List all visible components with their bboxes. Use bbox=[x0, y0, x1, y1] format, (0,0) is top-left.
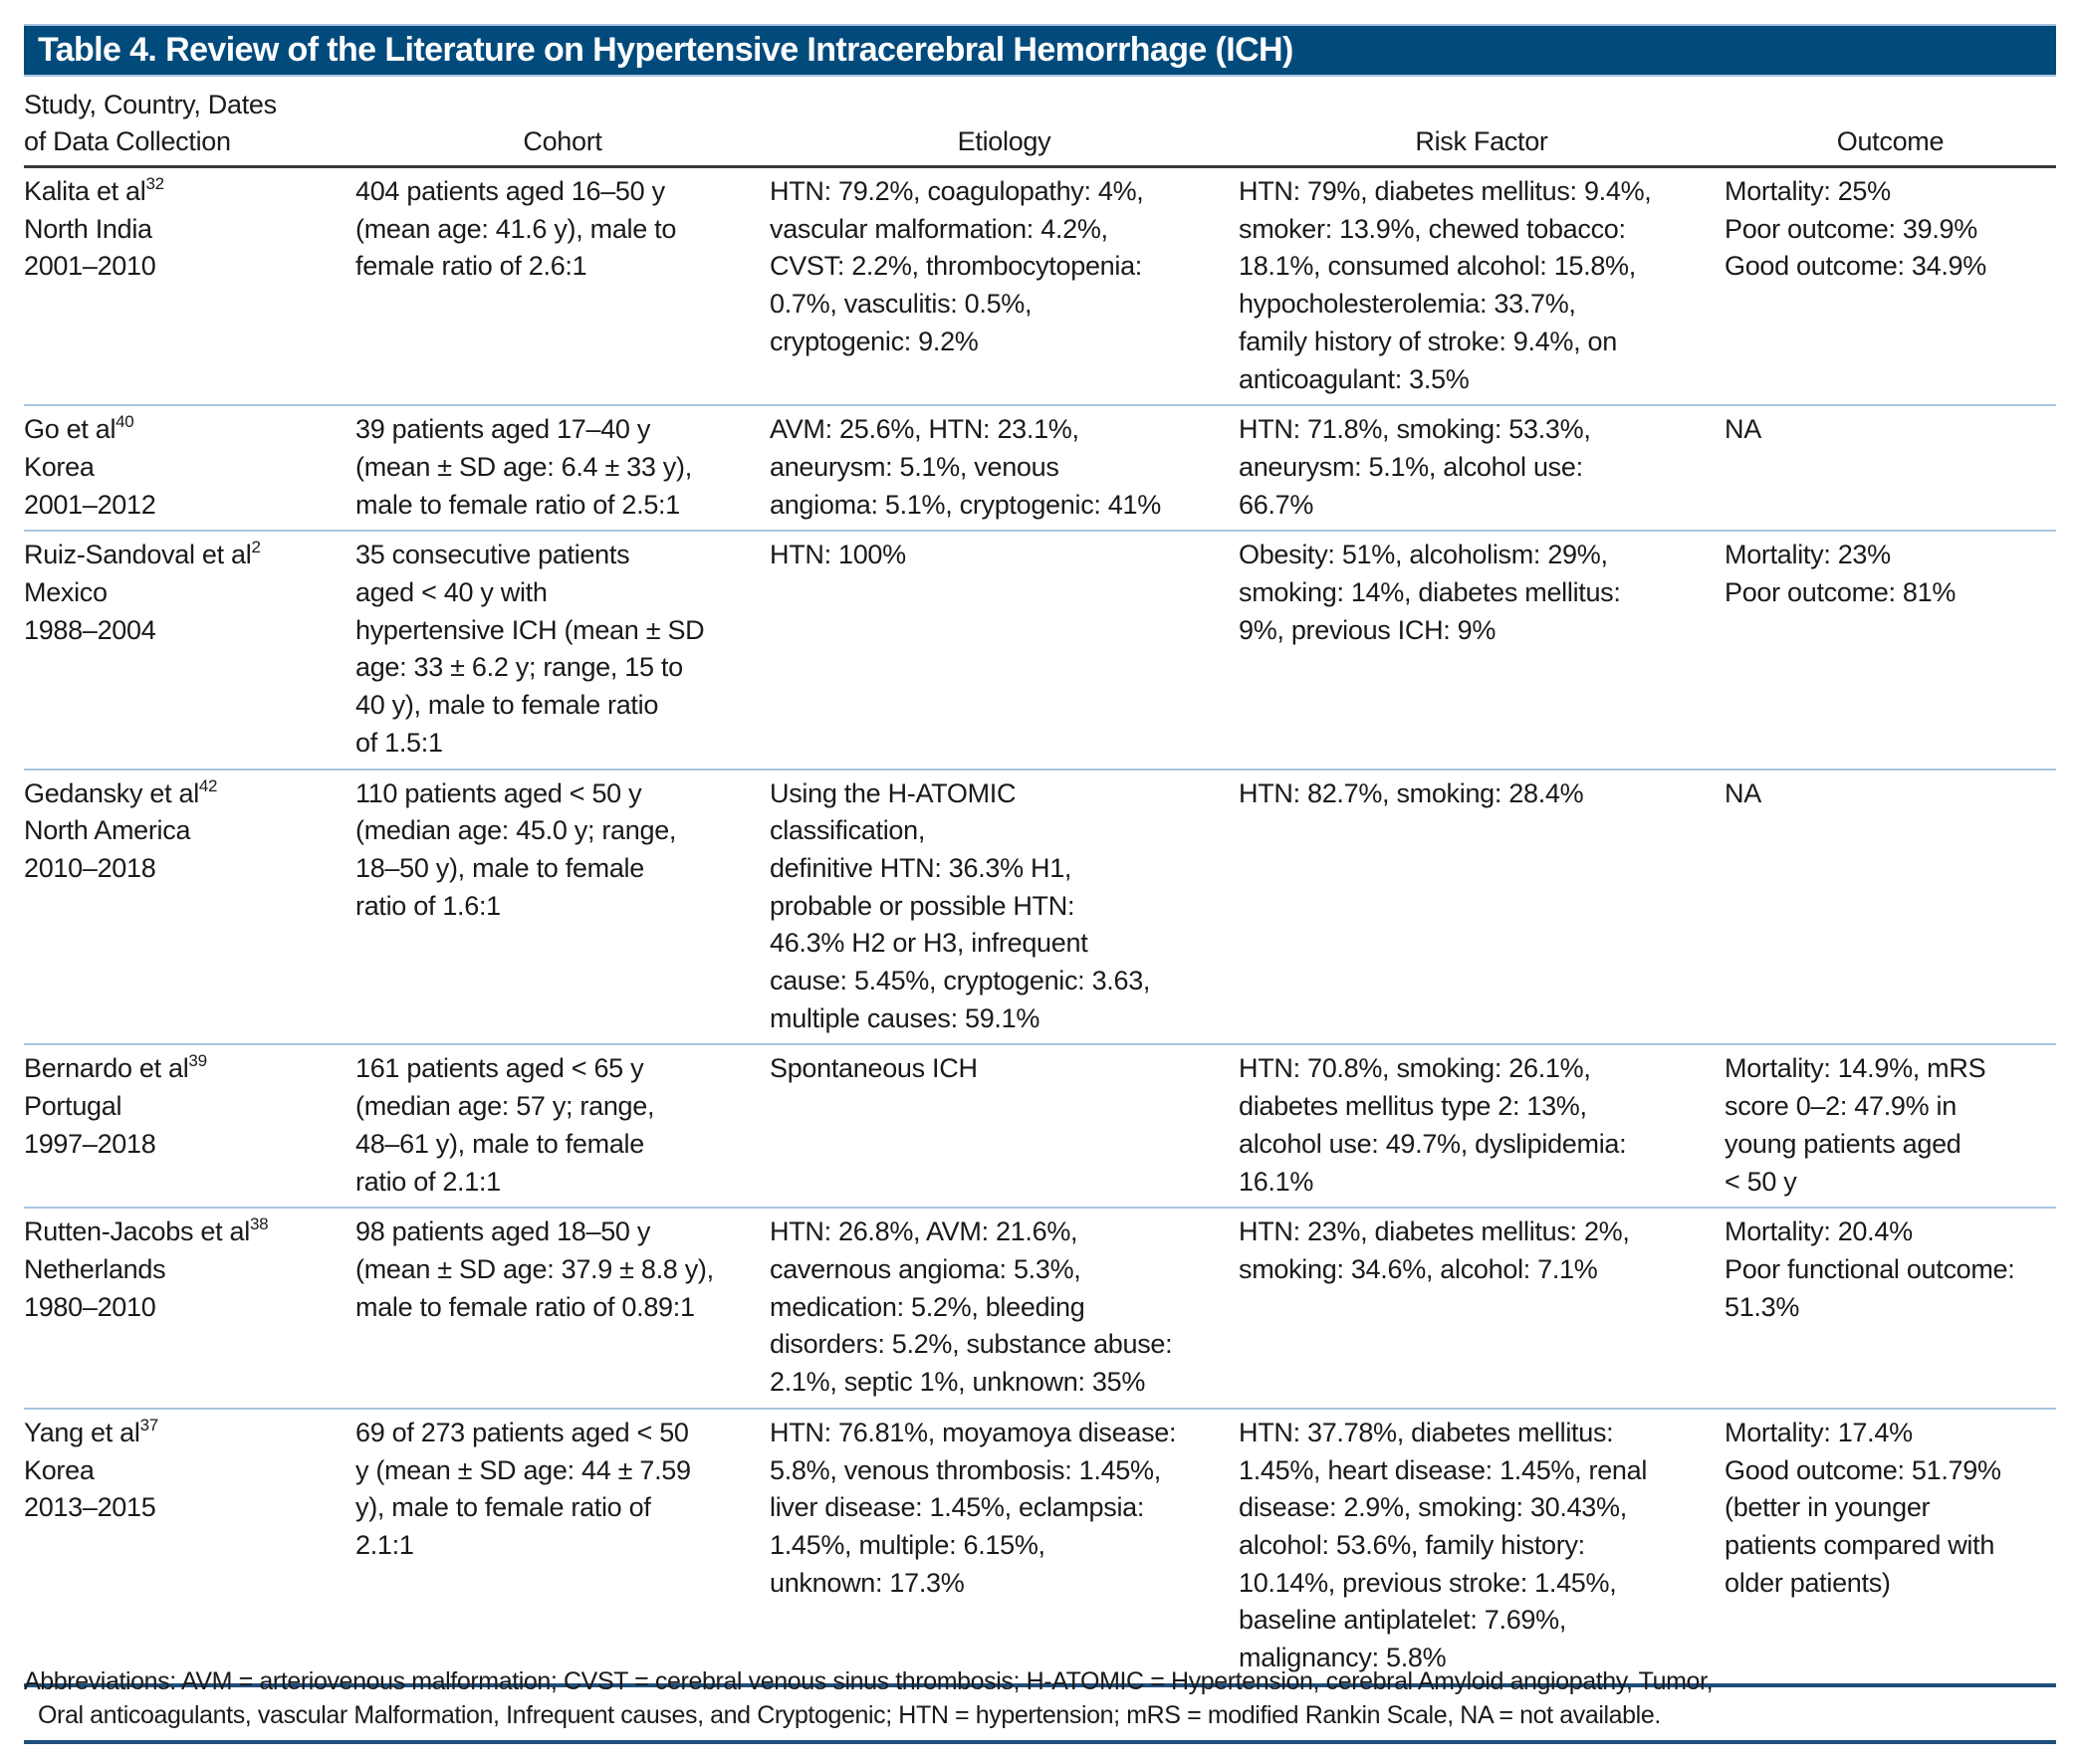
cell-line: ratio of 1.6:1 bbox=[355, 890, 501, 921]
etiology-cell bbox=[770, 1045, 1239, 1207]
cell-line: age: 33 ± 6.2 y; range, 15 to bbox=[355, 652, 683, 683]
table-row bbox=[24, 1045, 2056, 1209]
cohort-cell bbox=[355, 532, 770, 768]
study-name bbox=[24, 1213, 355, 1251]
cell-line: 16.1% bbox=[1239, 1166, 1314, 1197]
cell-line: 1.45%, multiple: 6.15%, bbox=[770, 1529, 1045, 1560]
study-cell bbox=[24, 532, 355, 768]
study-country: Portugal bbox=[24, 1091, 122, 1122]
cohort-cell bbox=[355, 168, 770, 404]
study-name bbox=[24, 411, 355, 449]
risk-factor-cell bbox=[1239, 771, 1725, 1044]
cell-line: HTN: 79%, diabetes mellitus: 9.4%, bbox=[1239, 176, 1652, 206]
cell-line: young patients aged bbox=[1725, 1128, 1961, 1159]
outcome-cell bbox=[1725, 1209, 2056, 1408]
table-row bbox=[24, 1209, 2056, 1410]
study-cell bbox=[24, 406, 355, 530]
study-author: Rutten-Jacobs et al bbox=[24, 1216, 250, 1247]
header-cohort: Cohort bbox=[523, 126, 602, 157]
cell-line: classification, bbox=[770, 815, 926, 846]
cohort-cell bbox=[355, 1045, 770, 1207]
cell-line: HTN: 70.8%, smoking: 26.1%, bbox=[1239, 1053, 1591, 1084]
cell-line: cavernous angioma: 5.3%, bbox=[770, 1253, 1081, 1284]
cell-line: disorders: 5.2%, substance abuse: bbox=[770, 1329, 1173, 1360]
table-body bbox=[24, 168, 2056, 1687]
reference-number: 38 bbox=[249, 1214, 269, 1234]
cell-line: alcohol: 53.6%, family history: bbox=[1239, 1529, 1585, 1560]
cell-line: 110 patients aged < 50 y bbox=[355, 777, 642, 808]
cell-line: unknown: 17.3% bbox=[770, 1567, 965, 1598]
study-cell bbox=[24, 1209, 355, 1408]
cell-line: cryptogenic: 9.2% bbox=[770, 326, 979, 356]
cell-line: medication: 5.2%, bleeding bbox=[770, 1291, 1085, 1322]
cell-line: NA bbox=[1725, 414, 1761, 445]
study-dates: 1997–2018 bbox=[24, 1128, 156, 1159]
study-dates: 2013–2015 bbox=[24, 1492, 156, 1523]
cell-line: 46.3% H2 or H3, infrequent bbox=[770, 928, 1088, 959]
cell-line: diabetes mellitus type 2: 13%, bbox=[1239, 1091, 1587, 1122]
cell-line: Good outcome: 34.9% bbox=[1725, 251, 1986, 282]
cell-line: (mean ± SD age: 6.4 ± 33 y), bbox=[355, 451, 692, 482]
study-country: Netherlands bbox=[24, 1253, 166, 1284]
cell-line: 18–50 y), male to female bbox=[355, 852, 644, 883]
outcome-cell bbox=[1725, 532, 2056, 768]
etiology-cell bbox=[770, 532, 1239, 768]
cell-line: anticoagulant: 3.5% bbox=[1239, 363, 1470, 394]
cell-line: 66.7% bbox=[1239, 489, 1314, 520]
header-etiology: Etiology bbox=[957, 126, 1051, 157]
study-author: Go et al bbox=[24, 414, 116, 445]
study-country: North India bbox=[24, 213, 152, 244]
cell-line: 404 patients aged 16–50 y bbox=[355, 176, 665, 206]
study-author: Ruiz-Sandoval et al bbox=[24, 540, 252, 570]
cell-line: probable or possible HTN: bbox=[770, 890, 1075, 921]
cell-line: 35 consecutive patients bbox=[355, 540, 630, 570]
footnote-line: Oral anticoagulants, vascular Malformation, Infrequent causes, and Cryptogenic; HTN = hypertension; mRS = modified Rankin Scale, NA = not available. bbox=[38, 1701, 1661, 1729]
abbreviations-footnote bbox=[24, 1655, 2056, 1744]
cell-line: hypertensive ICH (mean ± SD bbox=[355, 614, 705, 645]
cell-line: Poor outcome: 39.9% bbox=[1725, 213, 1977, 244]
cell-line: 39 patients aged 17–40 y bbox=[355, 414, 651, 445]
cell-line: female ratio of 2.6:1 bbox=[355, 251, 587, 282]
table-row bbox=[24, 406, 2056, 532]
cell-line: hypocholesterolemia: 33.7%, bbox=[1239, 289, 1576, 320]
cell-line: Using the H-ATOMIC bbox=[770, 777, 1017, 808]
study-author: Kalita et al bbox=[24, 176, 146, 206]
cell-line: Obesity: 51%, alcoholism: 29%, bbox=[1239, 540, 1608, 570]
study-dates: 2010–2018 bbox=[24, 852, 156, 883]
table-title: Table 4. Review of the Literature on Hypertensive Intracerebral Hemorrhage (ICH) bbox=[24, 24, 2056, 77]
cell-line: Mortality: 20.4% bbox=[1725, 1216, 1913, 1247]
outcome-cell bbox=[1725, 406, 2056, 530]
cell-line: HTN: 37.78%, diabetes mellitus: bbox=[1239, 1417, 1614, 1447]
reference-number: 42 bbox=[198, 775, 218, 795]
cell-line: angioma: 5.1%, cryptogenic: 41% bbox=[770, 489, 1161, 520]
study-country: North America bbox=[24, 815, 191, 846]
cell-line: 2.1%, septic 1%, unknown: 35% bbox=[770, 1367, 1146, 1398]
cell-line: aged < 40 y with bbox=[355, 577, 548, 608]
cell-line: 51.3% bbox=[1725, 1291, 1800, 1322]
table-row bbox=[24, 532, 2056, 770]
cell-line: 1.45%, heart disease: 1.45%, renal bbox=[1239, 1454, 1648, 1485]
header-study bbox=[24, 87, 355, 165]
table-header-row bbox=[24, 77, 2056, 168]
cell-line: male to female ratio of 2.5:1 bbox=[355, 489, 680, 520]
literature-table bbox=[24, 77, 2056, 1687]
cell-line: 69 of 273 patients aged < 50 bbox=[355, 1417, 689, 1447]
cell-line: NA bbox=[1725, 777, 1761, 808]
cell-line: < 50 y bbox=[1725, 1166, 1797, 1197]
risk-factor-cell bbox=[1239, 168, 1725, 404]
study-country: Mexico bbox=[24, 577, 108, 608]
cell-line: of 1.5:1 bbox=[355, 727, 443, 758]
cell-line: (mean age: 41.6 y), male to bbox=[355, 213, 677, 244]
cell-line: aneurysm: 5.1%, venous bbox=[770, 451, 1059, 482]
reference-number: 39 bbox=[188, 1051, 207, 1071]
cohort-cell bbox=[355, 771, 770, 1044]
cell-line: Mortality: 17.4% bbox=[1725, 1417, 1913, 1447]
cell-line: patients compared with bbox=[1725, 1529, 1995, 1560]
outcome-cell bbox=[1725, 771, 2056, 1044]
cell-line: male to female ratio of 0.89:1 bbox=[355, 1291, 695, 1322]
cohort-cell bbox=[355, 406, 770, 530]
cell-line: score 0–2: 47.9% in bbox=[1725, 1091, 1957, 1122]
etiology-cell bbox=[770, 1209, 1239, 1408]
study-name bbox=[24, 775, 355, 813]
table-row bbox=[24, 771, 2056, 1046]
etiology-cell bbox=[770, 771, 1239, 1044]
cell-line: 40 y), male to female ratio bbox=[355, 690, 659, 721]
cell-line: (median age: 57 y; range, bbox=[355, 1091, 655, 1122]
cell-line: ratio of 2.1:1 bbox=[355, 1166, 501, 1197]
cell-line: (median age: 45.0 y; range, bbox=[355, 815, 677, 846]
cell-line: y (mean ± SD age: 44 ± 7.59 bbox=[355, 1454, 691, 1485]
cell-line: 18.1%, consumed alcohol: 15.8%, bbox=[1239, 251, 1636, 282]
header-study-line: of Data Collection bbox=[24, 126, 231, 157]
reference-number: 32 bbox=[145, 174, 164, 193]
study-name bbox=[24, 537, 355, 574]
cell-line: 0.7%, vasculitis: 0.5%, bbox=[770, 289, 1033, 320]
header-study-line: Study, Country, Dates bbox=[24, 89, 277, 119]
study-cell bbox=[24, 771, 355, 1044]
cell-line: aneurysm: 5.1%, alcohol use: bbox=[1239, 451, 1583, 482]
cell-line: vascular malformation: 4.2%, bbox=[770, 213, 1108, 244]
footnote-line: Abbreviations: AVM = arteriovenous malformation; CVST = cerebral venous sinus thrombosis; H-ATOMIC = Hypertension, cerebral Amyloid angiopathy, Tumor, bbox=[24, 1667, 1714, 1695]
cell-line: smoking: 14%, diabetes mellitus: bbox=[1239, 577, 1621, 608]
outcome-cell bbox=[1725, 1410, 2056, 1683]
cell-line: alcohol use: 49.7%, dyslipidemia: bbox=[1239, 1128, 1627, 1159]
cell-line: smoking: 34.6%, alcohol: 7.1% bbox=[1239, 1253, 1598, 1284]
study-author: Yang et al bbox=[24, 1417, 140, 1447]
study-name bbox=[24, 1415, 355, 1452]
cell-line: malignancy: 5.8% bbox=[1239, 1643, 1447, 1673]
cohort-cell bbox=[355, 1209, 770, 1408]
cell-line: definitive HTN: 36.3% H1, bbox=[770, 852, 1072, 883]
cell-line: Poor outcome: 81% bbox=[1725, 577, 1957, 608]
study-cell bbox=[24, 1410, 355, 1683]
header-risk-factor: Risk Factor bbox=[1415, 126, 1548, 157]
cell-line: HTN: 71.8%, smoking: 53.3%, bbox=[1239, 414, 1591, 445]
cell-line: older patients) bbox=[1725, 1567, 1891, 1598]
reference-number: 2 bbox=[251, 538, 261, 557]
cell-line: 48–61 y), male to female bbox=[355, 1128, 644, 1159]
outcome-cell bbox=[1725, 168, 2056, 404]
study-dates: 1980–2010 bbox=[24, 1291, 156, 1322]
etiology-cell bbox=[770, 1410, 1239, 1683]
table-row bbox=[24, 168, 2056, 406]
cell-line: liver disease: 1.45%, eclampsia: bbox=[770, 1492, 1145, 1523]
cell-line: CVST: 2.2%, thrombocytopenia: bbox=[770, 251, 1142, 282]
study-dates: 2001–2010 bbox=[24, 251, 156, 282]
study-cell bbox=[24, 168, 355, 404]
risk-factor-cell bbox=[1239, 532, 1725, 768]
study-author: Bernardo et al bbox=[24, 1053, 189, 1084]
cell-line: HTN: 82.7%, smoking: 28.4% bbox=[1239, 777, 1584, 808]
reference-number: 37 bbox=[139, 1415, 158, 1434]
etiology-cell bbox=[770, 406, 1239, 530]
cell-line: Mortality: 25% bbox=[1725, 176, 1891, 206]
cell-line: Poor functional outcome: bbox=[1725, 1253, 2015, 1284]
table-row bbox=[24, 1410, 2056, 1687]
cell-line: HTN: 79.2%, coagulopathy: 4%, bbox=[770, 176, 1144, 206]
risk-factor-cell bbox=[1239, 1209, 1725, 1408]
study-cell bbox=[24, 1045, 355, 1207]
cell-line: (mean ± SD age: 37.9 ± 8.8 y), bbox=[355, 1253, 714, 1284]
study-dates: 1988–2004 bbox=[24, 614, 156, 645]
study-dates: 2001–2012 bbox=[24, 489, 156, 520]
cell-line: HTN: 23%, diabetes mellitus: 2%, bbox=[1239, 1216, 1630, 1247]
risk-factor-cell bbox=[1239, 1045, 1725, 1207]
cell-line: 2.1:1 bbox=[355, 1529, 414, 1560]
study-name bbox=[24, 173, 355, 211]
cell-line: (better in younger bbox=[1725, 1492, 1931, 1523]
risk-factor-cell bbox=[1239, 1410, 1725, 1683]
cell-line: 5.8%, venous thrombosis: 1.45%, bbox=[770, 1454, 1161, 1485]
cell-line: cause: 5.45%, cryptogenic: 3.63, bbox=[770, 966, 1151, 996]
cell-line: 9%, previous ICH: 9% bbox=[1239, 614, 1497, 645]
study-country: Korea bbox=[24, 451, 95, 482]
cell-line: 10.14%, previous stroke: 1.45%, bbox=[1239, 1567, 1617, 1598]
cell-line: Spontaneous ICH bbox=[770, 1053, 978, 1084]
study-author: Gedansky et al bbox=[24, 777, 199, 808]
cell-line: Mortality: 23% bbox=[1725, 540, 1891, 570]
cell-line: Good outcome: 51.79% bbox=[1725, 1454, 2001, 1485]
cell-line: HTN: 26.8%, AVM: 21.6%, bbox=[770, 1216, 1078, 1247]
etiology-cell bbox=[770, 168, 1239, 404]
cell-line: family history of stroke: 9.4%, on bbox=[1239, 326, 1617, 356]
cell-line: disease: 2.9%, smoking: 30.43%, bbox=[1239, 1492, 1627, 1523]
cell-line: AVM: 25.6%, HTN: 23.1%, bbox=[770, 414, 1079, 445]
cell-line: 161 patients aged < 65 y bbox=[355, 1053, 644, 1084]
study-country: Korea bbox=[24, 1454, 95, 1485]
cell-line: 98 patients aged 18–50 y bbox=[355, 1216, 651, 1247]
outcome-cell bbox=[1725, 1045, 2056, 1207]
header-outcome: Outcome bbox=[1836, 126, 1945, 157]
cell-line: multiple causes: 59.1% bbox=[770, 1002, 1040, 1033]
cell-line: baseline antiplatelet: 7.69%, bbox=[1239, 1605, 1567, 1636]
cell-line: y), male to female ratio of bbox=[355, 1492, 651, 1523]
risk-factor-cell bbox=[1239, 406, 1725, 530]
cell-line: HTN: 100% bbox=[770, 540, 906, 570]
study-name bbox=[24, 1050, 355, 1088]
cell-line: smoker: 13.9%, chewed tobacco: bbox=[1239, 213, 1626, 244]
cell-line: HTN: 76.81%, moyamoya disease: bbox=[770, 1417, 1177, 1447]
reference-number: 40 bbox=[115, 412, 134, 432]
cell-line: Mortality: 14.9%, mRS bbox=[1725, 1053, 1986, 1084]
cohort-cell bbox=[355, 1410, 770, 1683]
